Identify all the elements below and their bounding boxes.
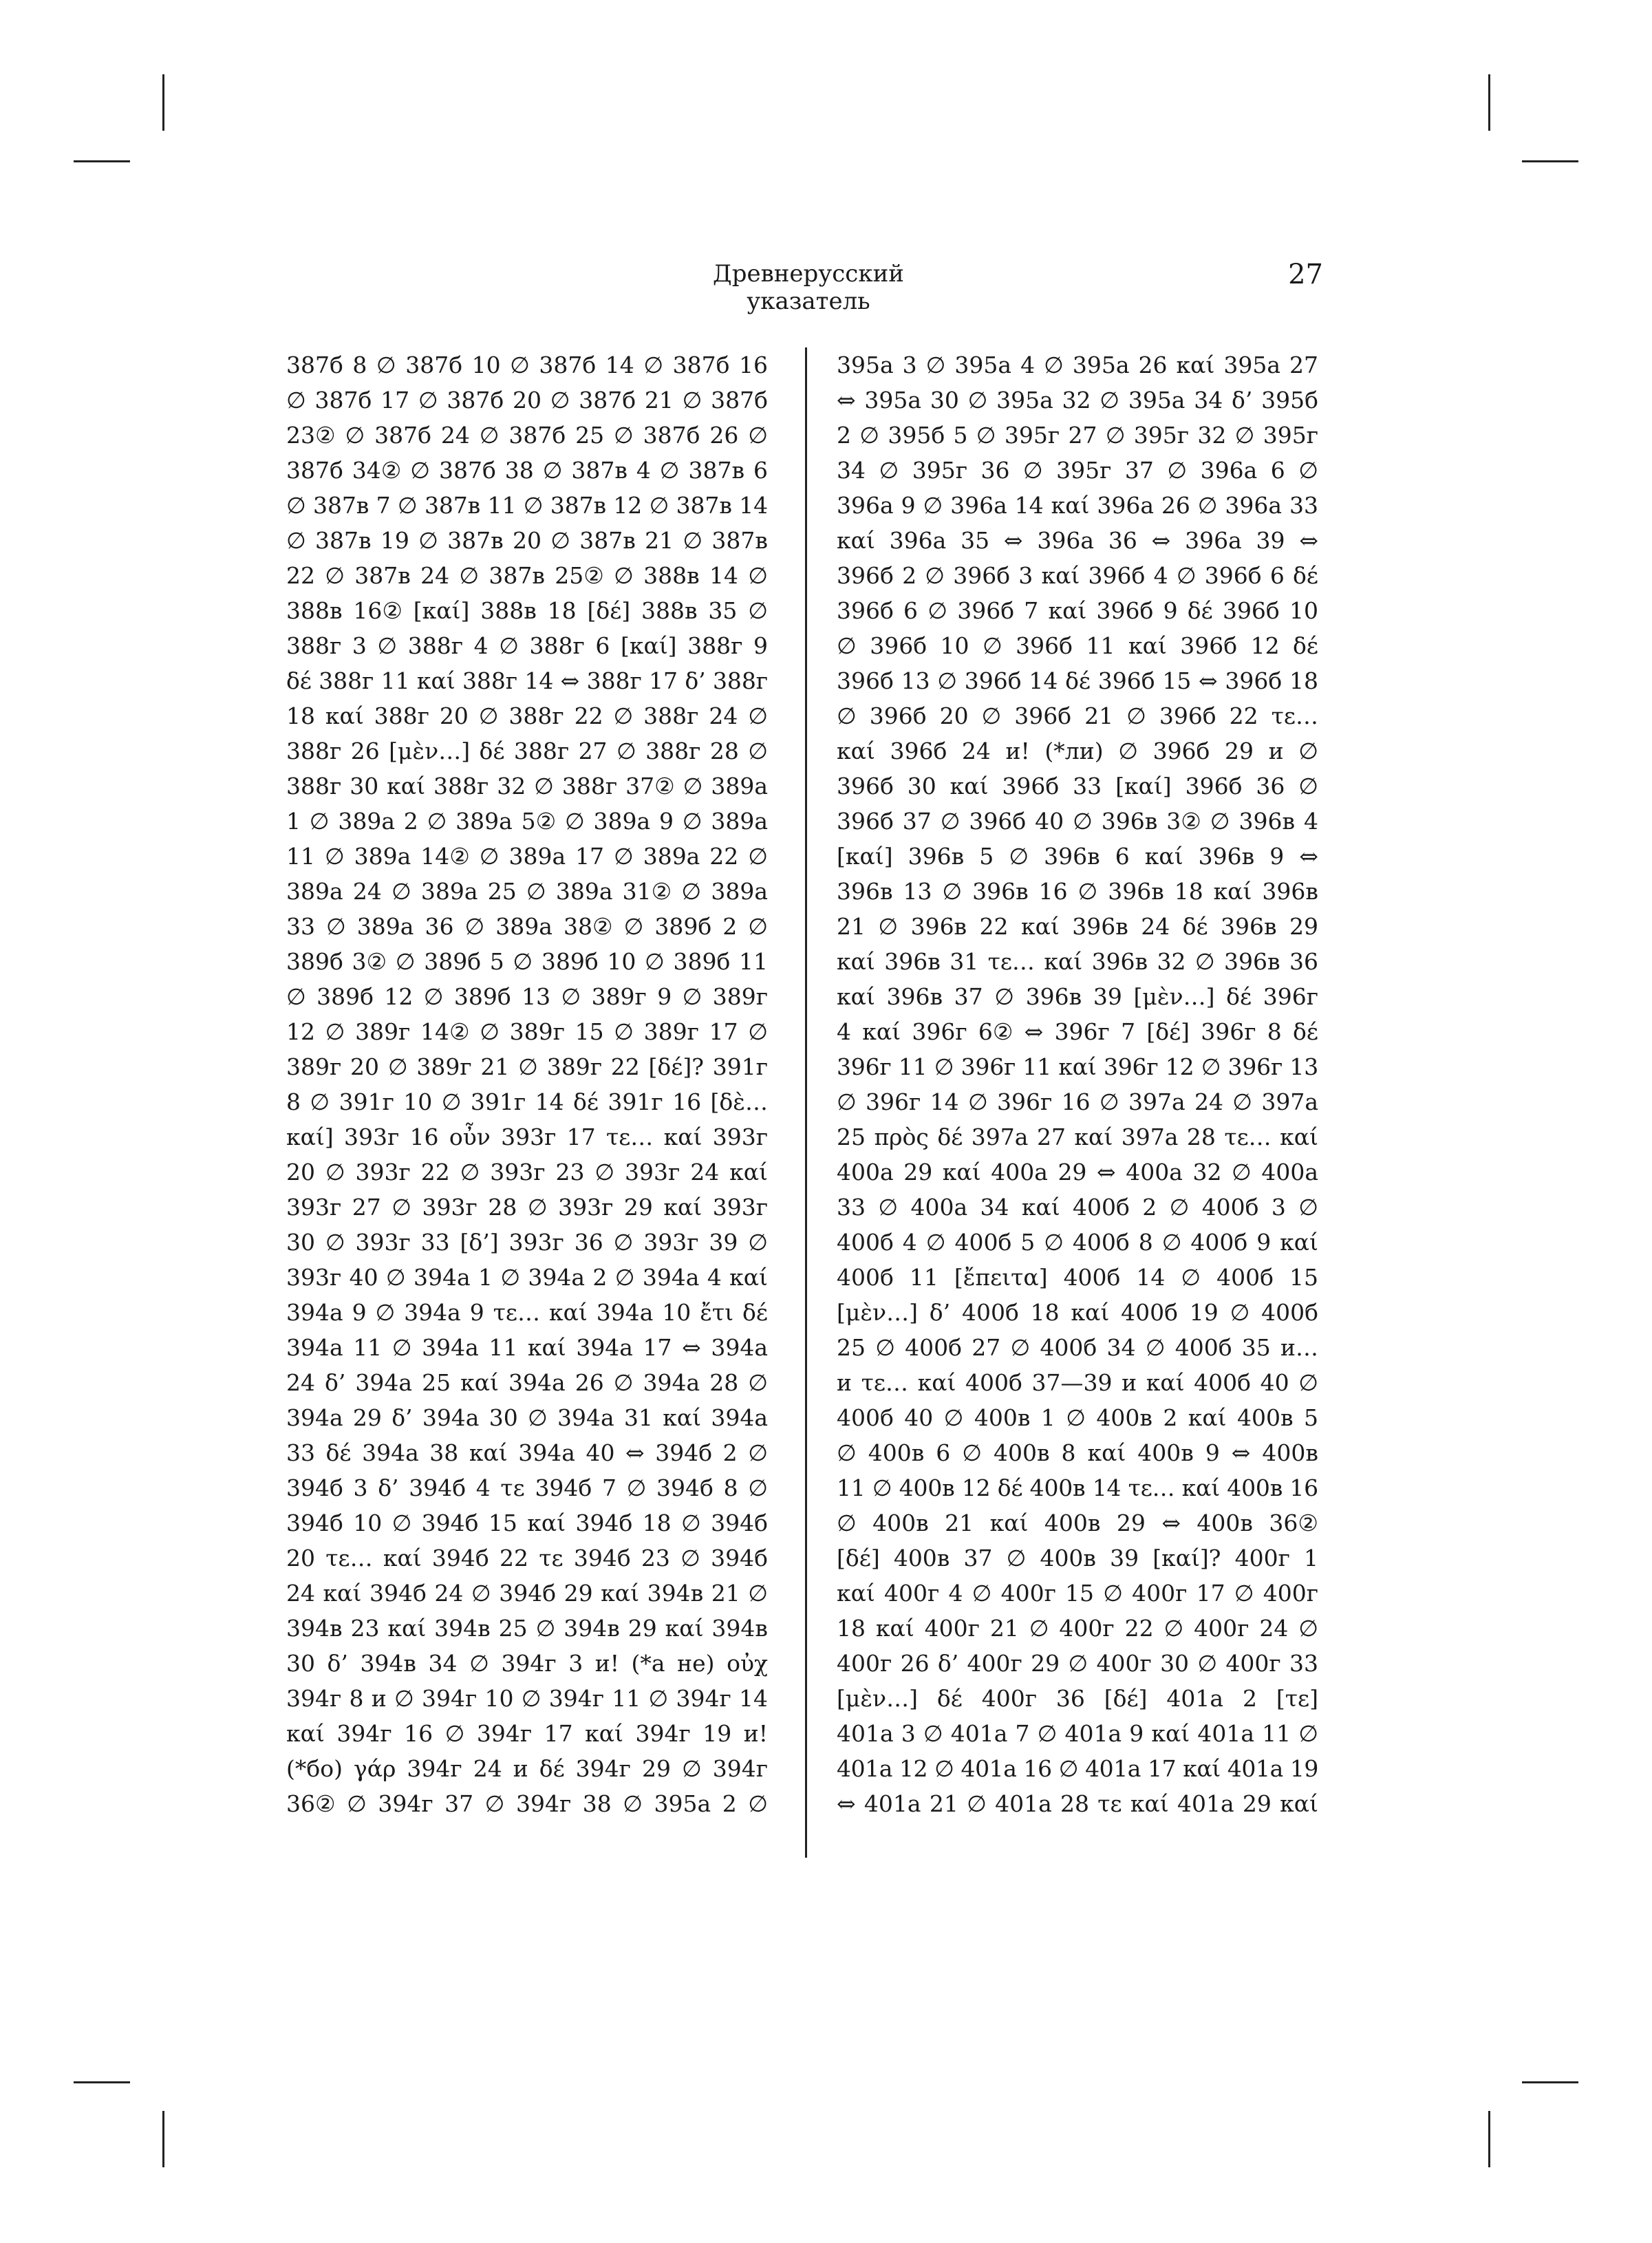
index-line: [286, 839, 768, 874]
index-line: [286, 1646, 768, 1681]
index-line-text: 1 ∅ 389а 2 ∅ 389а 5② ∅ 389а 9 ∅ 389а: [286, 808, 768, 835]
index-line-text: 389а 24 ∅ 389а 25 ∅ 389а 31② ∅ 389а: [286, 878, 768, 905]
index-line: [837, 1084, 1318, 1119]
index-line-text: 20 τε… καί 394б 22 τε 394б 23 ∅ 394б: [286, 1545, 768, 1571]
column-divider: [805, 347, 807, 1858]
index-line-text: (*бо) γάρ 394г 24 и δέ 394г 29 ∅ 394г: [286, 1755, 768, 1782]
index-line-text: δέ 388г 11 καί 388г 14 ⇔ 388г 17 δ’ 388г: [286, 667, 769, 694]
index-line: [286, 663, 768, 698]
index-line-text: 34 ∅ 395г 36 ∅ 395г 37 ∅ 396а 6 ∅: [837, 457, 1318, 484]
right-column: [837, 347, 1318, 1821]
index-line-text: 2 ∅ 395б 5 ∅ 395г 27 ∅ 395г 32 ∅ 395г: [837, 422, 1318, 449]
index-line-text: ∅ 396б 10 ∅ 396б 11 καί 396б 12 δέ: [837, 632, 1318, 659]
index-line-text: καί 396а 35 ⇔ 396а 36 ⇔ 396а 39 ⇔: [837, 527, 1318, 554]
index-line-text: ∅ 387в 19 ∅ 387в 20 ∅ 387в 21 ∅ 387в: [286, 527, 768, 554]
index-line-text: καί 394г 16 ∅ 394г 17 καί 394г 19 и!: [286, 1720, 768, 1747]
index-line: [286, 383, 768, 418]
index-line-text: 388в 16② [καί] 388в 18 [δέ] 388в 35 ∅: [286, 597, 768, 624]
index-line-text: 394г 8 и ∅ 394г 10 ∅ 394г 11 ∅ 394г 14: [286, 1685, 768, 1712]
index-line-text: 387б 8 ∅ 387б 10 ∅ 387б 14 ∅ 387б 16: [286, 352, 768, 378]
index-line-text: ∅ 387в 7 ∅ 387в 11 ∅ 387в 12 ∅ 387в 14: [286, 492, 768, 519]
index-line: [837, 418, 1318, 453]
index-line: [837, 944, 1318, 979]
index-line-text: 22 ∅ 387в 24 ∅ 387в 25② ∅ 388в 14 ∅: [286, 562, 768, 589]
index-line-text: 21 ∅ 396в 22 καί 396в 24 δέ 396в 29: [837, 913, 1318, 940]
index-line: [286, 698, 768, 733]
index-line: [286, 1751, 768, 1786]
index-line-text: 388г 30 καί 388г 32 ∅ 388г 37② ∅ 389а: [286, 773, 768, 799]
index-line: [837, 1049, 1318, 1084]
index-line: [286, 1084, 768, 1119]
index-line-text: 24 καί 394б 24 ∅ 394б 29 καί 394в 21 ∅: [286, 1580, 768, 1607]
index-line: [286, 1435, 768, 1470]
index-line: [837, 1155, 1318, 1190]
index-line: [286, 804, 768, 839]
index-line: [837, 1786, 1318, 1821]
index-line-text: 11 ∅ 400в 12 δέ 400в 14 τε… καί 400в 16: [837, 1474, 1318, 1501]
index-line: [286, 1365, 768, 1400]
index-line: [837, 1505, 1318, 1541]
index-line-text: и τε… καί 400б 37—39 и καί 400б 40 ∅: [837, 1369, 1318, 1396]
crop-mark-bottom-right-v: [1488, 2111, 1490, 2167]
index-line-text: 30 ∅ 393г 33 [δ’] 393г 36 ∅ 393г 39 ∅: [286, 1229, 768, 1256]
index-line-text: 389г 20 ∅ 389г 21 ∅ 389г 22 [δέ]? 391г: [286, 1053, 768, 1080]
index-line: [837, 1646, 1318, 1681]
index-line: [837, 1225, 1318, 1260]
index-line-text: 4 καί 396г 6② ⇔ 396г 7 [δέ] 396г 8 δέ: [837, 1018, 1318, 1045]
index-line-text: καί] 393г 16 οὖν 393г 17 τε… καί 393г: [286, 1124, 768, 1150]
index-line-text: [δέ] 400в 37 ∅ 400в 39 [καί]? 400г 1: [837, 1545, 1318, 1571]
index-line-text: ∅ 400в 6 ∅ 400в 8 καί 400в 9 ⇔ 400в: [837, 1439, 1318, 1466]
index-line-text: 11 ∅ 389а 14② ∅ 389а 17 ∅ 389а 22 ∅: [286, 843, 768, 870]
index-line: [286, 558, 768, 593]
crop-mark-top-left-h: [74, 160, 130, 162]
index-line-text: 25 πρὸς δέ 397а 27 καί 397а 28 τε… καί: [837, 1124, 1318, 1150]
index-line: [286, 418, 768, 453]
index-line-text: 8 ∅ 391г 10 ∅ 391г 14 δέ 391г 16 [δὲ…: [286, 1088, 768, 1115]
index-line: [286, 944, 768, 979]
index-line-text: 33 δέ 394а 38 καί 394а 40 ⇔ 394б 2 ∅: [286, 1439, 768, 1466]
index-line-text: 396б 13 ∅ 396б 14 δέ 396б 15 ⇔ 396б 18: [837, 667, 1318, 694]
index-line: [837, 1190, 1318, 1225]
index-line: [837, 1014, 1318, 1049]
index-line: [837, 1541, 1318, 1576]
left-column: [286, 347, 768, 1821]
index-line-text: 396б 6 ∅ 396б 7 καί 396б 9 δέ 396б 10: [837, 597, 1318, 624]
index-line-text: 394б 10 ∅ 394б 15 καί 394б 18 ∅ 394б: [286, 1510, 768, 1536]
index-line-text: ⇔ 395а 30 ∅ 395а 32 ∅ 395а 34 δ’ 395б: [837, 387, 1318, 414]
index-line: [286, 1716, 768, 1751]
index-line-text: 18 καί 388г 20 ∅ 388г 22 ∅ 388г 24 ∅: [286, 702, 768, 729]
index-line: [837, 769, 1318, 804]
index-line-text: 388г 3 ∅ 388г 4 ∅ 388г 6 [καί] 388г 9: [286, 632, 768, 659]
index-line-text: 401а 12 ∅ 401а 16 ∅ 401а 17 καί 401а 19: [837, 1755, 1318, 1782]
index-line-text: 20 ∅ 393г 22 ∅ 393г 23 ∅ 393г 24 καί: [286, 1159, 768, 1185]
index-line-text: ∅ 396б 20 ∅ 396б 21 ∅ 396б 22 τε…: [837, 702, 1318, 729]
index-line: [286, 488, 768, 523]
index-line-text: 394а 11 ∅ 394а 11 καί 394а 17 ⇔ 394а: [286, 1334, 768, 1361]
index-line-text: 394б 3 δ’ 394б 4 τε 394б 7 ∅ 394б 8 ∅: [286, 1474, 768, 1501]
index-line: [286, 1400, 768, 1435]
index-line: [286, 1049, 768, 1084]
index-line: [837, 593, 1318, 628]
index-line: [837, 488, 1318, 523]
crop-mark-top-right-v: [1488, 74, 1490, 131]
index-line: [837, 1435, 1318, 1470]
index-line: [286, 1295, 768, 1330]
index-line: [286, 1330, 768, 1365]
index-line: [286, 1786, 768, 1821]
index-line-text: ∅ 400в 21 καί 400в 29 ⇔ 400в 36②: [837, 1510, 1318, 1536]
index-line-text: 25 ∅ 400б 27 ∅ 400б 34 ∅ 400б 35 и…: [837, 1334, 1318, 1361]
index-line: [286, 1681, 768, 1716]
index-line: [286, 733, 768, 769]
index-line-text: 393г 27 ∅ 393г 28 ∅ 393г 29 καί 393г: [286, 1194, 768, 1221]
index-line-text: 33 ∅ 400а 34 καί 400б 2 ∅ 400б 3 ∅: [837, 1194, 1318, 1221]
index-line-text: 12 ∅ 389г 14② ∅ 389г 15 ∅ 389г 17 ∅: [286, 1018, 768, 1045]
index-line-text: 395а 3 ∅ 395а 4 ∅ 395а 26 καί 395а 27: [837, 352, 1318, 378]
index-line: [837, 347, 1318, 383]
index-line-text: 387б 34② ∅ 387б 38 ∅ 387в 4 ∅ 387в 6: [286, 457, 768, 484]
index-line-text: 18 καί 400г 21 ∅ 400г 22 ∅ 400г 24 ∅: [837, 1615, 1318, 1642]
index-line: [837, 1470, 1318, 1505]
crop-mark-bottom-left-h: [74, 2081, 130, 2083]
index-line: [286, 1190, 768, 1225]
index-line: [837, 523, 1318, 558]
index-line: [286, 1119, 768, 1155]
index-line: [837, 1611, 1318, 1646]
index-line: [286, 1470, 768, 1505]
index-line-text: 400г 26 δ’ 400г 29 ∅ 400г 30 ∅ 400г 33: [837, 1650, 1318, 1677]
index-line-text: 389б 3② ∅ 389б 5 ∅ 389б 10 ∅ 389б 11: [286, 948, 768, 975]
index-line: [286, 1541, 768, 1576]
index-line-text: καί 396б 24 и! (*ли) ∅ 396б 29 и ∅: [837, 738, 1318, 764]
index-line: [837, 1716, 1318, 1751]
index-line: [837, 1576, 1318, 1611]
index-line: [837, 383, 1318, 418]
index-line-text: 396а 9 ∅ 396а 14 καί 396а 26 ∅ 396а 33: [837, 492, 1318, 519]
index-line-text: ∅ 396г 14 ∅ 396г 16 ∅ 397а 24 ∅ 397а: [837, 1088, 1318, 1115]
index-line: [286, 874, 768, 909]
index-line: [286, 979, 768, 1014]
crop-mark-bottom-right-h: [1522, 2081, 1578, 2083]
index-line: [837, 1681, 1318, 1716]
index-line-text: καί 396в 31 τε… καί 396в 32 ∅ 396в 36: [837, 948, 1318, 975]
index-line: [837, 663, 1318, 698]
page-number: 27: [1288, 259, 1323, 290]
index-line: [286, 769, 768, 804]
index-line: [286, 1260, 768, 1295]
index-line: [837, 1330, 1318, 1365]
index-line-text: 396б 37 ∅ 396б 40 ∅ 396в 3② ∅ 396в 4: [837, 808, 1318, 835]
index-line-text: 394в 23 καί 394в 25 ∅ 394в 29 καί 394в: [286, 1615, 768, 1642]
index-line-text: 388г 26 [μὲν…] δέ 388г 27 ∅ 388г 28 ∅: [286, 738, 768, 764]
index-line: [286, 1225, 768, 1260]
index-line: [837, 839, 1318, 874]
index-line-text: 396г 11 ∅ 396г 11 καί 396г 12 ∅ 396г 13: [837, 1053, 1318, 1080]
index-line: [286, 1505, 768, 1541]
index-line: [837, 628, 1318, 663]
index-line: [286, 523, 768, 558]
index-line-text: 36② ∅ 394г 37 ∅ 394г 38 ∅ 395а 2 ∅: [286, 1790, 768, 1817]
index-line-text: 400б 4 ∅ 400б 5 ∅ 400б 8 ∅ 400б 9 καί: [837, 1229, 1318, 1256]
index-line: [837, 1260, 1318, 1295]
index-line: [286, 453, 768, 488]
index-line-text: [μὲν…] δέ 400г 36 [δέ] 401а 2 [τε]: [837, 1685, 1318, 1712]
index-line: [286, 1611, 768, 1646]
index-line: [837, 453, 1318, 488]
index-line-text: [μὲν…] δ’ 400б 18 καί 400б 19 ∅ 400б: [837, 1299, 1318, 1326]
index-line-text: [καί] 396в 5 ∅ 396в 6 καί 396в 9 ⇔: [837, 843, 1318, 870]
index-line: [286, 347, 768, 383]
index-line-text: 400б 11 [ἔπειτα] 400б 14 ∅ 400б 15: [837, 1264, 1318, 1291]
index-line: [837, 1751, 1318, 1786]
index-line: [837, 1365, 1318, 1400]
index-line: [286, 1014, 768, 1049]
index-line-text: 400а 29 καί 400а 29 ⇔ 400а 32 ∅ 400а: [837, 1159, 1318, 1185]
index-line-text: 396б 30 καί 396б 33 [καί] 396б 36 ∅: [837, 773, 1318, 799]
index-line: [837, 558, 1318, 593]
index-line-text: 393г 40 ∅ 394а 1 ∅ 394а 2 ∅ 394а 4 καί: [286, 1264, 768, 1291]
crop-mark-bottom-left-v: [162, 2111, 164, 2167]
index-line-text: 30 δ’ 394в 34 ∅ 394г 3 и! (*а не) οὐχ: [286, 1650, 768, 1677]
index-line-text: ∅ 387б 17 ∅ 387б 20 ∅ 387б 21 ∅ 387б: [286, 387, 768, 414]
index-line-text: 401а 3 ∅ 401а 7 ∅ 401а 9 καί 401а 11 ∅: [837, 1720, 1318, 1747]
index-line-text: 396в 13 ∅ 396в 16 ∅ 396в 18 καί 396в: [837, 878, 1318, 905]
index-line-text: ⇔ 401а 21 ∅ 401а 28 τε καί 401а 29 καί: [837, 1790, 1318, 1817]
index-line: [837, 874, 1318, 909]
index-line-text: 394а 29 δ’ 394а 30 ∅ 394а 31 καί 394а: [286, 1404, 768, 1431]
index-line-text: καί 400г 4 ∅ 400г 15 ∅ 400г 17 ∅ 400г: [837, 1580, 1318, 1607]
index-line-text: 23② ∅ 387б 24 ∅ 387б 25 ∅ 387б 26 ∅: [286, 422, 768, 449]
index-line: [286, 628, 768, 663]
index-line-text: ∅ 389б 12 ∅ 389б 13 ∅ 389г 9 ∅ 389г: [286, 983, 768, 1010]
index-line-text: 396б 2 ∅ 396б 3 καί 396б 4 ∅ 396б 6 δέ: [837, 562, 1318, 589]
index-line: [837, 804, 1318, 839]
index-line-text: 400б 40 ∅ 400в 1 ∅ 400в 2 καί 400в 5: [837, 1404, 1318, 1431]
index-line-text: καί 396в 37 ∅ 396в 39 [μὲν…] δέ 396г: [837, 983, 1318, 1010]
running-head: Древнерусский указатель: [713, 260, 904, 315]
index-line-text: 24 δ’ 394а 25 καί 394а 26 ∅ 394а 28 ∅: [286, 1369, 768, 1396]
index-line: [837, 1119, 1318, 1155]
index-line: [837, 698, 1318, 733]
index-line: [286, 593, 768, 628]
index-line: [286, 909, 768, 944]
crop-mark-top-right-h: [1522, 160, 1578, 162]
crop-mark-top-left-v: [162, 74, 164, 131]
index-line: [837, 979, 1318, 1014]
index-line: [837, 1400, 1318, 1435]
index-line: [286, 1576, 768, 1611]
index-line: [837, 733, 1318, 769]
index-line: [837, 1295, 1318, 1330]
index-line: [286, 1155, 768, 1190]
index-line-text: 33 ∅ 389а 36 ∅ 389а 38② ∅ 389б 2 ∅: [286, 913, 768, 940]
index-line-text: 394а 9 ∅ 394а 9 τε… καί 394а 10 ἔτι δέ: [286, 1299, 768, 1326]
index-line: [837, 909, 1318, 944]
